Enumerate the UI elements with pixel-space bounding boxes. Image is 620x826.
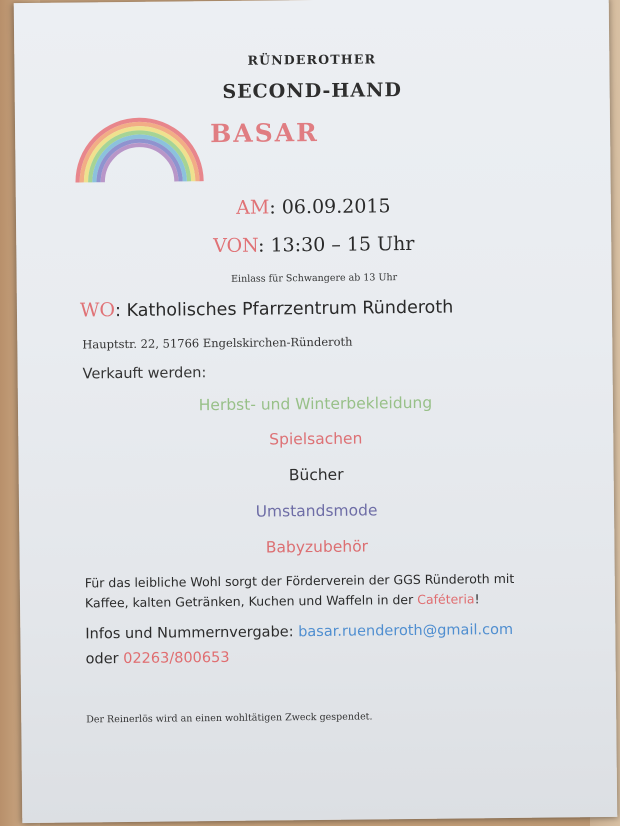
time-label: VON <box>213 234 259 258</box>
location-value: : Katholisches Pfarrzentrum Ründeroth <box>114 297 454 322</box>
flyer-paper <box>14 0 618 823</box>
phone-prefix: oder <box>85 651 124 668</box>
cafeteria-word: Caféteria <box>417 591 475 607</box>
date-value: : 06.09.2015 <box>269 195 391 219</box>
sold-item-toys: Spielsachen <box>269 429 363 449</box>
location-label: WO <box>79 299 116 322</box>
cafe-text-line-1: Für das leibliche Wohl sorgt der Förderverein der GGS Ründeroth mit <box>84 570 515 591</box>
sold-item-clothing: Herbst- und Winterbekleidung <box>198 393 433 415</box>
cafe-text-suffix: ! <box>474 591 480 607</box>
header-second-hand: SECOND-HAND <box>222 79 403 103</box>
cafe-text-line-2 <box>85 591 480 610</box>
phone-line <box>86 650 230 668</box>
sold-item-books: Bücher <box>288 465 344 485</box>
sold-label: Verkauft werden: <box>82 365 207 383</box>
header-basar: BASAR <box>209 117 320 149</box>
contact-phone: 02263/800653 <box>123 649 230 668</box>
time-value: : 13:30 – 15 Uhr <box>257 232 415 257</box>
sold-item-maternity: Umstandsmode <box>255 501 378 521</box>
cafe-text-prefix: Kaffee, kalten Getränken, Kuchen und Waffeln in der <box>84 591 418 611</box>
location-line <box>80 296 454 322</box>
entry-note: Einlass für Schwangere ab 13 Uhr <box>231 272 398 285</box>
info-line <box>85 622 513 642</box>
time-line <box>16 231 611 259</box>
date-line <box>16 193 611 221</box>
rainbow-icon <box>73 111 206 184</box>
footer-note: Der Reinerlös wird an einen wohltätigen Zweck gespendet. <box>86 711 373 726</box>
info-prefix: Infos und Nummernvergabe: <box>85 624 299 643</box>
header-town: RÜNDEROTHER <box>247 51 377 68</box>
contact-email: basar.ruenderoth@gmail.com <box>298 621 514 641</box>
address: Hauptstr. 22, 51766 Engelskirchen-Ründeroth <box>82 334 353 352</box>
sold-item-baby-accessories: Babyzubehör <box>265 537 369 557</box>
date-label: AM <box>236 196 270 219</box>
